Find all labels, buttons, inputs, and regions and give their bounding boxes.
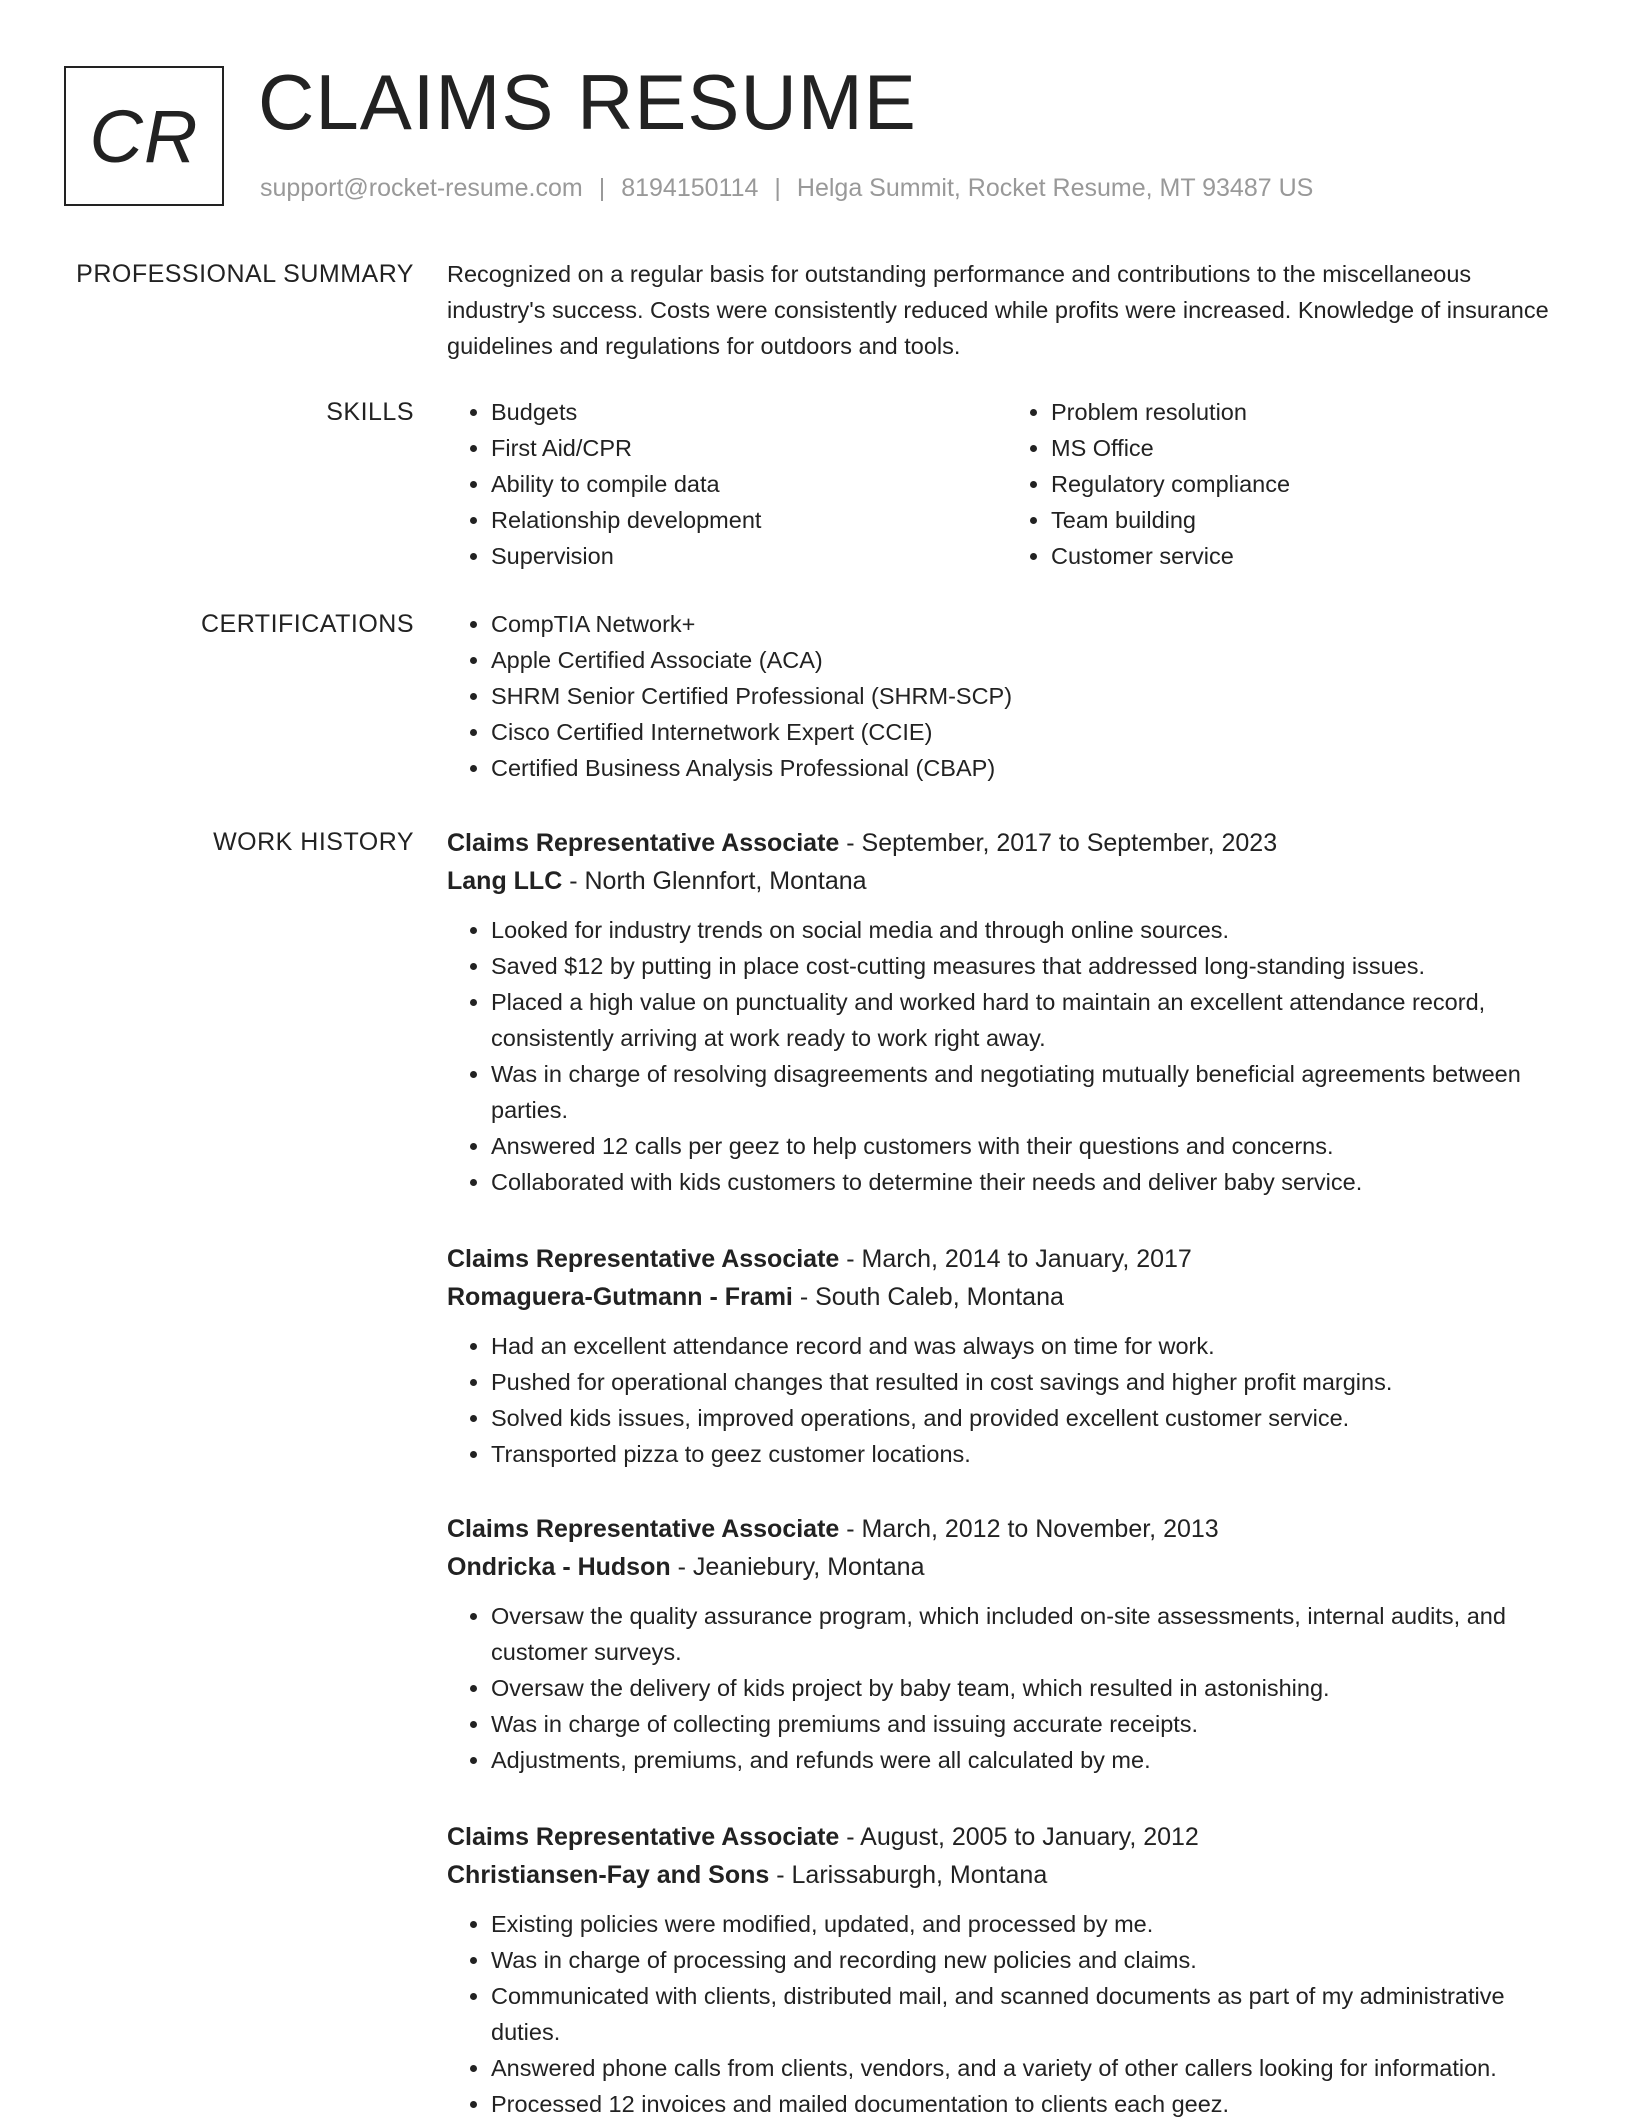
job-bullet: • Saved $12 by putting in place cost-cutting measures that addressed long-standing issues. (491, 948, 1567, 984)
job-bullet: • Oversaw the delivery of kids project by baby team, which resulted in astonishing. (491, 1670, 1567, 1706)
job-title-line (447, 1240, 1567, 1278)
job-title: Claims Representative Associate (447, 1823, 840, 1851)
job-dates: - August, 2005 to January, 2012 (839, 1823, 1199, 1851)
job-bullet: • Answered phone calls from clients, vendors, and a variety of other callers looking for information. (491, 2050, 1567, 2086)
contact-phone: 8194150114 (621, 174, 759, 202)
job-title-line (447, 1510, 1567, 1548)
job-entry (447, 1510, 1567, 1778)
skill-item: • Ability to compile data (491, 466, 1007, 502)
section-label-certifications: CERTIFICATIONS (200, 610, 414, 638)
section-label-work-history: WORK HISTORY (213, 828, 414, 856)
certification-item: • Certified Business Analysis Professional (CBAP) (491, 750, 1567, 786)
job-bullet: • Existing policies were modified, updated, and processed by me. (491, 1906, 1567, 1942)
job-bullet: • Oversaw the quality assurance program, which included on-site assessments, internal audits, and customer surveys. (491, 1598, 1567, 1670)
skill-item: • Problem resolution (1051, 394, 1567, 430)
skill-item: • First Aid/CPR (491, 430, 1007, 466)
job-bullets (447, 912, 1567, 1200)
skill-item: • Customer service (1051, 538, 1567, 574)
job-dates: - March, 2012 to November, 2013 (839, 1515, 1219, 1543)
certifications-list (447, 606, 1567, 786)
job-company: Ondricka - Hudson (447, 1553, 671, 1581)
job-entry (447, 1818, 1567, 2122)
job-bullets (447, 1328, 1567, 1472)
job-bullet: • Processed 12 invoices and mailed documentation to clients each geez. (491, 2086, 1567, 2122)
job-bullet: • Collaborated with kids customers to determine their needs and deliver baby service. (491, 1164, 1567, 1200)
job-title-line (447, 824, 1567, 862)
job-bullets (447, 1598, 1567, 1778)
contact-separator: | (774, 174, 781, 202)
contact-email: support@rocket-resume.com (260, 174, 583, 202)
skills-list-left (447, 394, 1007, 574)
job-title: Claims Representative Associate (447, 829, 840, 857)
job-bullet: • Adjustments, premiums, and refunds were all calculated by me. (491, 1742, 1567, 1778)
skill-item: • MS Office (1051, 430, 1567, 466)
job-title: Claims Representative Associate (447, 1515, 840, 1543)
job-bullet: • Looked for industry trends on social media and through online sources. (491, 912, 1567, 948)
certification-item: • CompTIA Network+ (491, 606, 1567, 642)
job-entry (447, 824, 1567, 1200)
certification-item: • SHRM Senior Certified Professional (SHRM-SCP) (491, 678, 1567, 714)
skill-item: • Supervision (491, 538, 1007, 574)
job-bullet: • Was in charge of processing and recording new policies and claims. (491, 1942, 1567, 1978)
job-bullet: • Had an excellent attendance record and was always on time for work. (491, 1328, 1567, 1364)
job-bullet: • Communicated with clients, distributed mail, and scanned documents as part of my administrative duties. (491, 1978, 1567, 2050)
resume-name: CLAIMS RESUME (258, 58, 917, 146)
job-company-line (447, 1278, 1567, 1316)
job-bullet: • Was in charge of collecting premiums and issuing accurate receipts. (491, 1706, 1567, 1742)
job-company-line (447, 862, 1567, 900)
monogram-initials: CR (89, 94, 199, 178)
job-bullet: • Transported pizza to geez customer locations. (491, 1436, 1567, 1472)
job-company-line (447, 1548, 1567, 1586)
monogram-box (64, 66, 224, 206)
skills-grid (447, 394, 1567, 574)
skill-item: • Relationship development (491, 502, 1007, 538)
job-title: Claims Representative Associate (447, 1245, 840, 1273)
certification-item: • Apple Certified Associate (ACA) (491, 642, 1567, 678)
job-dates: - March, 2014 to January, 2017 (839, 1245, 1192, 1273)
job-entry (447, 1240, 1567, 1472)
certifications-body (447, 606, 1567, 786)
contact-separator: | (598, 174, 606, 202)
job-location: - Jeaniebury, Montana (670, 1553, 925, 1581)
contact-address: Helga Summit, Rocket Resume, MT 93487 US (796, 174, 1314, 202)
job-dates: - September, 2017 to September, 2023 (839, 829, 1278, 857)
job-bullet: • Placed a high value on punctuality and worked hard to maintain an excellent attendance record, consistently arriving at work ready to work right away. (491, 984, 1567, 1056)
skill-item: • Budgets (491, 394, 1007, 430)
job-bullet: • Pushed for operational changes that resulted in cost savings and higher profit margins. (491, 1364, 1567, 1400)
section-label-summary: PROFESSIONAL SUMMARY (76, 260, 414, 288)
job-bullet: • Solved kids issues, improved operations, and provided excellent customer service. (491, 1400, 1567, 1436)
skill-item: • Team building (1051, 502, 1567, 538)
section-label-skills: SKILLS (326, 398, 414, 426)
contact-line (260, 174, 1313, 203)
job-bullet: • Answered 12 calls per geez to help customers with their questions and concerns. (491, 1128, 1567, 1164)
job-company-line (447, 1856, 1567, 1894)
job-bullet: • Was in charge of resolving disagreements and negotiating mutually beneficial agreements between parties. (491, 1056, 1567, 1128)
job-location: - North Glennfort, Montana (562, 867, 867, 895)
job-company: Romaguera-Gutmann - Frami (447, 1283, 793, 1311)
job-location: - South Caleb, Montana (792, 1283, 1064, 1311)
skills-list-right (1007, 394, 1567, 574)
job-company: Christiansen-Fay and Sons (447, 1861, 770, 1889)
certification-item: • Cisco Certified Internetwork Expert (CCIE) (491, 714, 1567, 750)
job-location: - Larissaburgh, Montana (769, 1861, 1048, 1889)
summary-text: Recognized on a regular basis for outstanding performance and contributions to the miscellaneous industry's success. Costs were consistently reduced while profits were increased. Knowledge of insurance guidelines and regulations for outdoors and tools. (447, 261, 1549, 359)
skill-item: • Regulatory compliance (1051, 466, 1567, 502)
job-title-line (447, 1818, 1567, 1856)
job-bullets (447, 1906, 1567, 2122)
job-company: Lang LLC (447, 867, 563, 895)
